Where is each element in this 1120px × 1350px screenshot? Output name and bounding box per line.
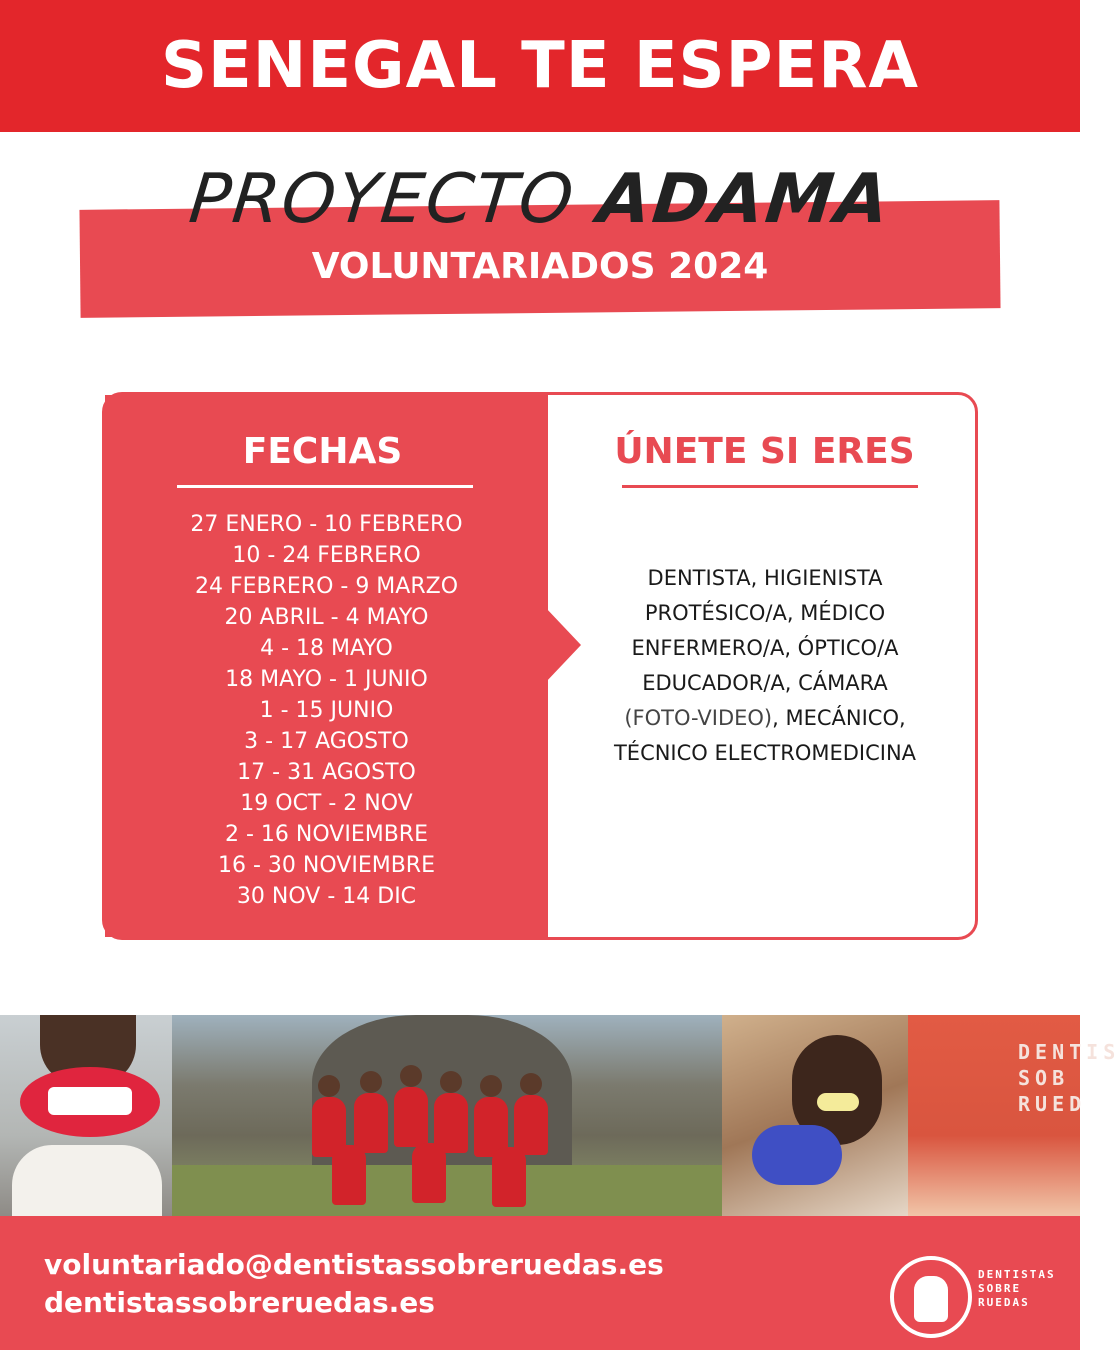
date-item: 19 OCT - 2 NOV [240, 791, 413, 816]
shirt-lettering [1018, 1039, 1120, 1117]
project-subtitle: VOLUNTARIADOS 2024 [311, 246, 769, 287]
photo-group-tree [172, 1015, 722, 1216]
date-item: 10 - 24 FEBRERO [232, 543, 421, 568]
role-line: EDUCADOR/A, CÁMARA [642, 671, 888, 695]
role-line: PROTÉSICO/A, MÉDICO [644, 601, 886, 625]
date-item: 16 - 30 NOVIEMBRE [218, 853, 435, 878]
project-title-bold: ADAMA [594, 160, 895, 239]
dates-list [105, 509, 548, 912]
project-title [0, 160, 1084, 239]
unete-divider [622, 485, 918, 488]
photo-child-lips [0, 1015, 172, 1216]
roles-list [560, 561, 970, 771]
fechas-divider [177, 485, 473, 488]
logo-line: DENTISTAS [978, 1268, 1056, 1281]
role-line: ENFERMERO/A, ÓPTICO/A [631, 636, 899, 660]
volunteer [394, 1087, 428, 1147]
teeth-prop [48, 1087, 132, 1115]
volunteer-head [318, 1075, 340, 1097]
logo-circle [890, 1256, 972, 1338]
role-line [560, 701, 970, 736]
date-item: 24 FEBRERO - 9 MARZO [194, 574, 459, 599]
project-title-light: PROYECTO [185, 160, 603, 239]
footer [0, 1216, 1080, 1350]
child-shirt [12, 1145, 162, 1216]
date-item: 27 ENERO - 10 FEBRERO [190, 512, 463, 537]
info-card [102, 392, 978, 940]
volunteer [332, 1145, 366, 1205]
date-item: 18 MAYO - 1 JUNIO [225, 667, 428, 692]
date-item: 4 - 18 MAYO [260, 636, 393, 661]
logo-text [978, 1268, 1056, 1310]
photo-dental-check [722, 1015, 908, 1216]
role-thin: (FOTO-VIDEO) [624, 706, 773, 730]
volunteer-head [520, 1073, 542, 1095]
date-item: 30 NOV - 14 DIC [236, 884, 417, 909]
role-line: TÉCNICO ELECTROMEDICINA [613, 741, 917, 765]
logo-line: RUEDAS [978, 1296, 1030, 1309]
volunteer-head [440, 1071, 462, 1093]
date-item: 17 - 31 AGOSTO [237, 760, 416, 785]
patient-teeth [817, 1093, 859, 1111]
date-item: 1 - 15 JUNIO [259, 698, 394, 723]
grass [172, 1165, 722, 1216]
volunteer-head [400, 1065, 422, 1087]
volunteer-head [480, 1075, 502, 1097]
role-line: DENTISTA, HIGIENISTA [647, 566, 883, 590]
unete-heading: ÚNETE SI ERES [614, 431, 915, 472]
email-link[interactable]: voluntariado@dentistassobreruedas.es [44, 1248, 664, 1281]
date-item: 2 - 16 NOVIEMBRE [225, 822, 428, 847]
contact-block [44, 1246, 664, 1322]
date-item: 3 - 17 AGOSTO [244, 729, 409, 754]
volunteer [354, 1093, 388, 1153]
role-rest: , MECÁNICO, [772, 706, 906, 730]
main-title: SENEGAL TE ESPERA [160, 29, 920, 103]
tooth-icon [914, 1276, 948, 1322]
shirt-line: RUED [1018, 1092, 1087, 1116]
photo-shirt [908, 1015, 1120, 1216]
volunteer [492, 1147, 526, 1207]
volunteer [514, 1095, 548, 1155]
volunteer-head [360, 1071, 382, 1093]
date-item: 20 ABRIL - 4 MAYO [224, 605, 429, 630]
website-link[interactable]: dentistassobreruedas.es [44, 1286, 435, 1319]
photo-strip [0, 1015, 1120, 1216]
top-banner [0, 0, 1080, 132]
volunteer [412, 1143, 446, 1203]
blue-glove [752, 1125, 842, 1185]
fechas-heading: FECHAS [242, 431, 403, 472]
shirt-line: DENTIS [1018, 1040, 1120, 1064]
shirt-line: SOB [1018, 1066, 1070, 1090]
logo-line: SOBRE [978, 1282, 1022, 1295]
